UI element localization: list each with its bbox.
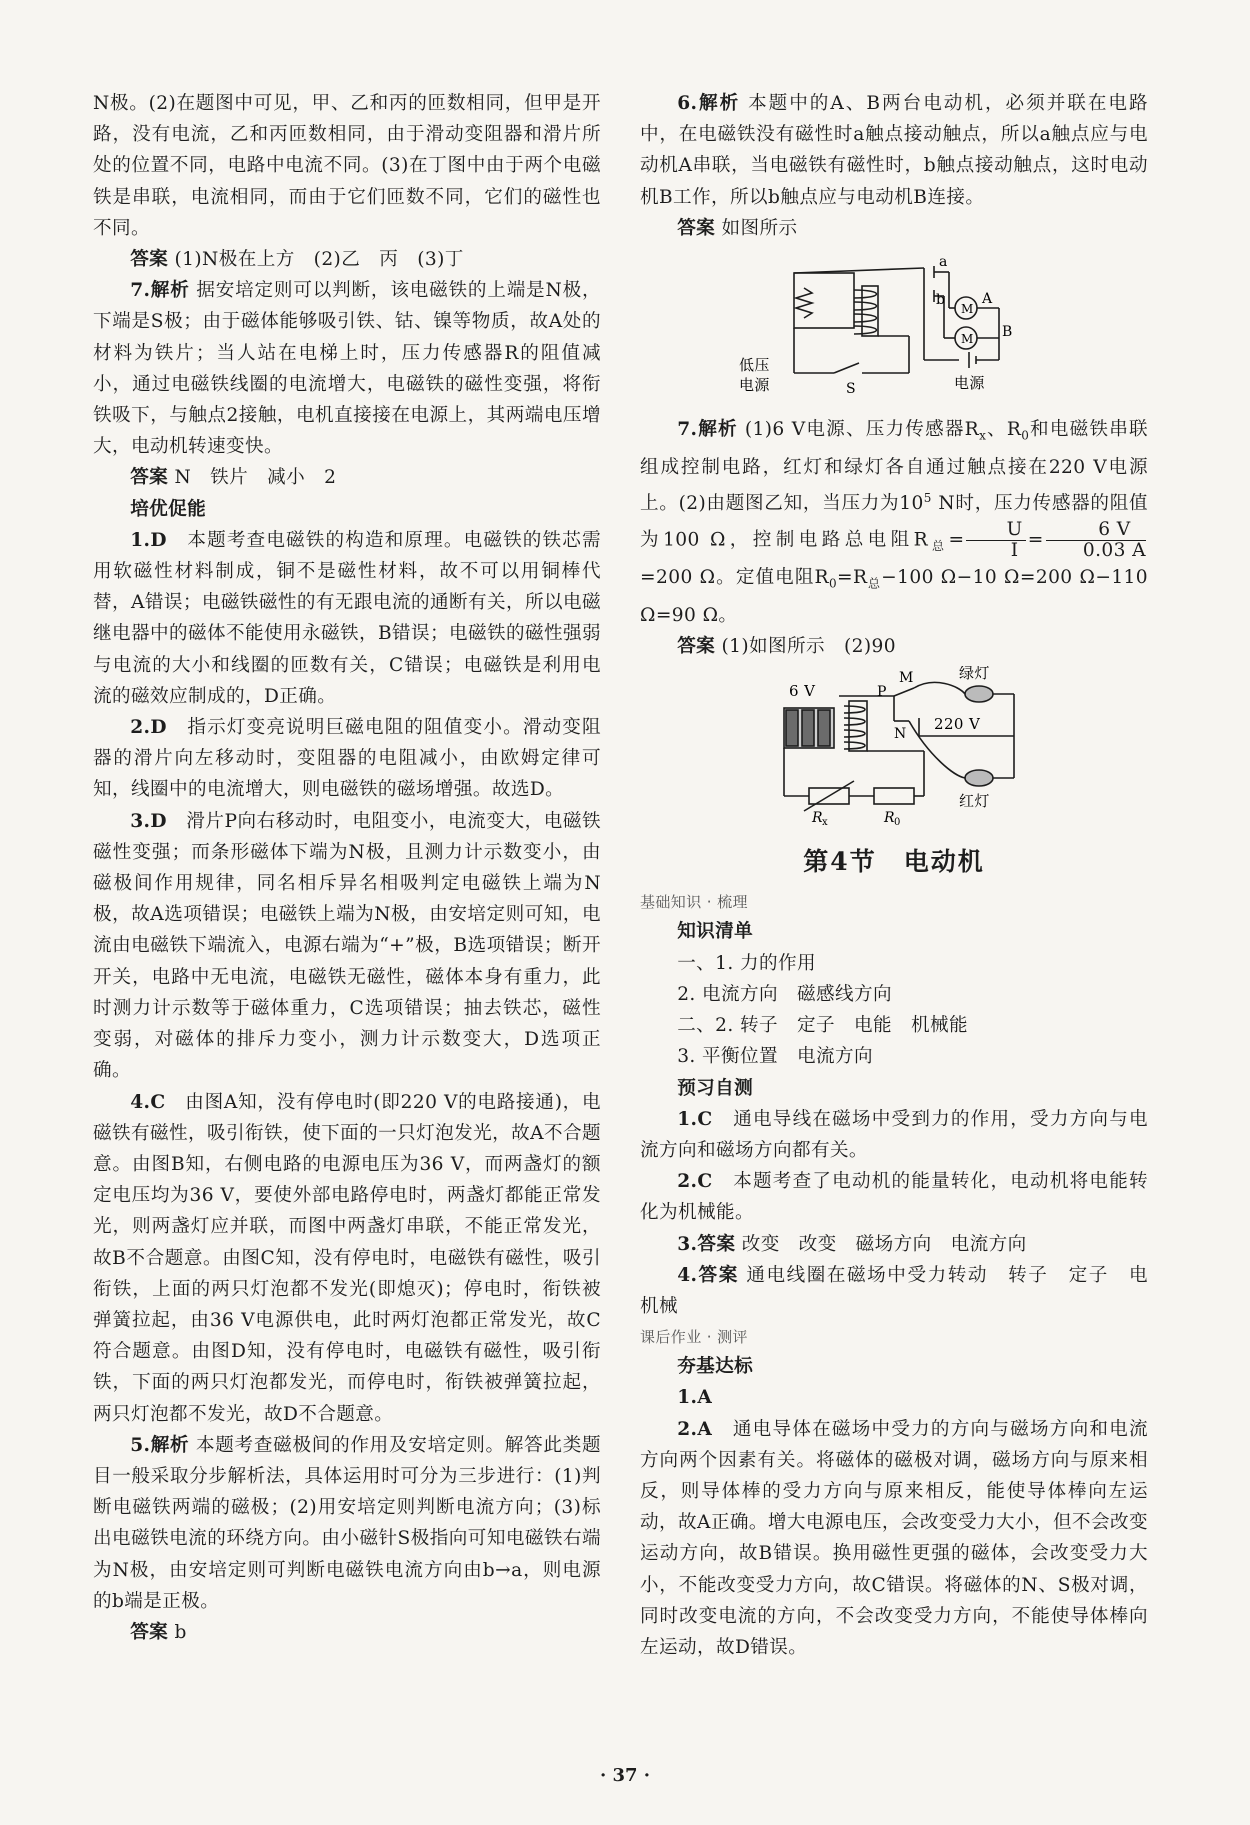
preview-item-4: 4.答案 通电线圈在磁场中受力转动 转子 定子 电 机械 xyxy=(640,1264,1168,1317)
label-low-voltage: 低压 xyxy=(739,356,770,375)
label-power-source: 电源 xyxy=(954,374,985,393)
question-6-analysis: 6.解析 本题中的A、B两台电动机，必须并联在电路中，在电磁铁没有磁性时a触点接动触点，所以a触点应与电动机A串联，当电磁铁有磁性时，b触点接动触点，这时电动机B工作，所以b触点应与电动机B连接。 xyxy=(640,93,1149,208)
knowledge-item-3: 二、2. 转子 定子 电能 机械能 xyxy=(677,1015,968,1037)
label-r0: R xyxy=(884,810,895,827)
answer-5: 答案 b xyxy=(130,1621,187,1643)
paragraph-continued: N极。(2)在题图中可见，甲、乙和丙的匝数相同，但甲是开路，没有电流，乙和丙匝数相同，由于滑动变阻器和滑片所处的位置不同，电路中电流不同。(3)在丁图中由于两个电磁铁是串联，电流相同，而由于它们匝数不同，它们的磁性也不同。 xyxy=(93,93,601,239)
knowledge-item-2: 2. 电流方向 磁感线方向 xyxy=(677,983,892,1005)
question-7-analysis: 7.解析 据安培定则可以判断，该电磁铁的上端是N极，下端是S极；由于磁体能够吸引铁、钴、镍等物质，故A处的材料为铁片；当人站在电梯上时，压力传感器R的阻值减小，通过电磁铁线圈的电流增大，电磁铁的磁性变强，将衔铁吸下，与触点2接触，电机直接接在电源上，其两端电压增大，电动机转速变快。 xyxy=(93,280,601,458)
band-basic-knowledge: 基础知识 · 梳理 xyxy=(640,893,748,912)
section-title: 第4节 电动机 xyxy=(803,847,985,877)
right-column xyxy=(640,88,1168,1663)
item-5: 5.解析 本题考查磁极间的作用及安培定则。解答此类题目一般采取分步解析法，具体运用时可分为三步进行：(1)判断电磁铁两端的磁极；(2)用安培定则判断电流方向；(3)标出电磁铁电流的环绕方向。由小磁针S极指向可知电磁铁右端为N极，由安培定则可判断电磁铁电流方向由b→a，则电源的b端是正极。 xyxy=(93,1434,602,1612)
heading-knowledge-list: 知识清单 xyxy=(677,921,754,943)
relay-motor-circuit-figure xyxy=(734,248,1054,408)
label-rx: R xyxy=(812,810,823,827)
preview-item-1: 1.C 通电导线在磁场中受到力的作用，受力方向与电流方向和磁场方向都有关。 xyxy=(640,1108,1148,1161)
label-switch: S xyxy=(846,381,856,398)
label-motor-b: B xyxy=(1002,324,1013,341)
page-number: · 37 · xyxy=(599,1765,651,1786)
fraction-6v-over-003a: $\frac{6 V}{0.03 A}$ xyxy=(1046,520,1146,561)
answer-6: 答案 如图所示 xyxy=(677,217,798,239)
left-column xyxy=(93,88,601,1648)
question-7-right: 7.解析 (1)6 V电源、压力传感器$R_x$、$R_0$和电磁铁串联组成控制电路，红灯和绿灯各自通过触点接在220 V电源上。(2)由题图乙知，当压力为$10^5$ N时，压力传感器的阻值为100 Ω，控制电路总电阻$R_总=$ $\frac{U}{I}$ = $\frac{6 V}{0.03 A}$ =200 Ω。定值电阻$R_0=R_总-100$ Ω−10 Ω=200 Ω−110 Ω=90 Ω。 xyxy=(640,419,1149,626)
label-n: N xyxy=(894,726,907,743)
answer-7-right: 答案 (1)如图所示 (2)90 xyxy=(677,636,897,658)
label-a: a xyxy=(939,254,948,271)
answer-line: 答案 (1)N极在上方 (2)乙 丙 (3)丁 xyxy=(130,249,464,271)
traffic-light-circuit-figure xyxy=(744,666,1044,826)
label-p: P xyxy=(877,684,887,701)
preview-item-2: 2.C 本题考查了电动机的能量转化，电动机将电能转化为机械能。 xyxy=(640,1171,1148,1224)
item-1: 1.D 本题考查电磁铁的构造和原理。电磁铁的铁芯需用软磁性材料制成，铜不是磁性材料，故不可以用铜棒代替，A错误；电磁铁磁性的有无跟电流的通断有关，所以电磁继电器中的磁体不能使用永磁铁，B错误；电磁铁的磁性强弱与电流的大小和线圈的匝数有关，C错误；电磁铁是利用电流的磁效应制成的，D正确。 xyxy=(93,529,601,707)
heading-foundation: 夯基达标 xyxy=(677,1356,754,1378)
knowledge-item-4: 3. 平衡位置 电流方向 xyxy=(677,1046,873,1068)
preview-item-3: 3.答案 改变 改变 磁场方向 电流方向 xyxy=(677,1233,1027,1255)
band-homework: 课后作业 · 测评 xyxy=(640,1328,748,1347)
label-b: b xyxy=(936,292,946,309)
fraction-u-over-i: $\frac{U}{I}$ xyxy=(966,520,1025,561)
label-green-light: 绿灯 xyxy=(959,666,990,683)
motor-b-icon: M xyxy=(961,332,974,347)
heading-preview-test: 预习自测 xyxy=(677,1077,754,1099)
item-4: 4.C 由图A知，没有停电时(即220 V的电路接通)，电磁铁有磁性，吸引衔铁，使下面的一只灯泡发光，故A不合题意。由图B知，右侧电路的电源电压为36 V，而两盏灯的额定电压均为36 V，要使外部电路停电时，两盏灯都能正常发光，则两盏灯应并联，而图中两盏灯串联，不能正常发光，故B不合题意。由图C知，没有停电时，电磁铁有磁性，吸引衔铁，上面的两只灯泡都不发光(即熄灭)；停电时，衔铁被弹簧拉起，由36 V电源供电，此时两灯泡都正常发光，故C符合题意。由图D知，没有停电时，电磁铁有磁性，吸引衔铁，下面的两只灯泡都发光，而停电时，衔铁被弹簧拉起，两只灯泡都不发光，故D不合题意。 xyxy=(93,1091,602,1425)
label-rx-sub: x xyxy=(822,817,829,827)
answer-7: 答案 N 铁片 减小 2 xyxy=(130,467,337,489)
label-220v: 220 V xyxy=(934,715,981,734)
label-red-light: 红灯 xyxy=(959,792,990,811)
foundation-item-1: 1.A xyxy=(677,1387,713,1409)
label-motor-a: A xyxy=(982,291,993,308)
label-6v: 6 V xyxy=(789,682,816,701)
motor-a-icon: M xyxy=(961,302,974,317)
label-low-source: 电源 xyxy=(739,376,770,395)
label-m: M xyxy=(899,670,914,687)
label-r0-sub: 0 xyxy=(894,817,901,827)
item-2: 2.D 指示灯变亮说明巨磁电阻的阻值变小。滑动变阻器的滑片向左移动时，变阻器的电阻减小，由欧姆定律可知，线圈中的电流增大，则电磁铁的磁场增强。故选D。 xyxy=(93,717,601,801)
knowledge-item-1: 一、1. 力的作用 xyxy=(677,952,817,974)
heading-peiyou: 培优促能 xyxy=(130,498,207,520)
foundation-item-2: 2.A 通电导体在磁场中受力的方向与磁场方向和电流方向两个因素有关。将磁体的磁极对调，磁场方向与原来相反，则导体棒的受力方向与原来相反，能使导体棒向左运动，故A正确。增大电源电压，会改变受力大小，但不会改变运动方向，故B错误。换用磁性更强的磁体，会改变受力大小，不能改变受力方向，故C错误。将磁体的N、S极对调，同时改变电流的方向，不会改变受力方向，不能使导体棒向左运动，故D错误。 xyxy=(640,1418,1148,1658)
item-3: 3.D 滑片P向右移动时，电阻变小，电流变大，电磁铁磁性变强；而条形磁体下端为N极，且测力计示数变小，由磁极间作用规律，同名相斥异名相吸判定电磁铁上端为N极，故A选项错误；电磁铁上端为N极，由安培定则可知，电流由电磁铁下端流入，电源右端为“+”极，B选项错误；断开开关，电路中无电流，电磁铁无磁性，磁体本身有重力，此时测力计示数等于磁体重力，C选项错误；抽去铁芯，磁性变弱，对磁体的排斥力变小，测力计示数变大，D选项正确。 xyxy=(93,810,601,1082)
